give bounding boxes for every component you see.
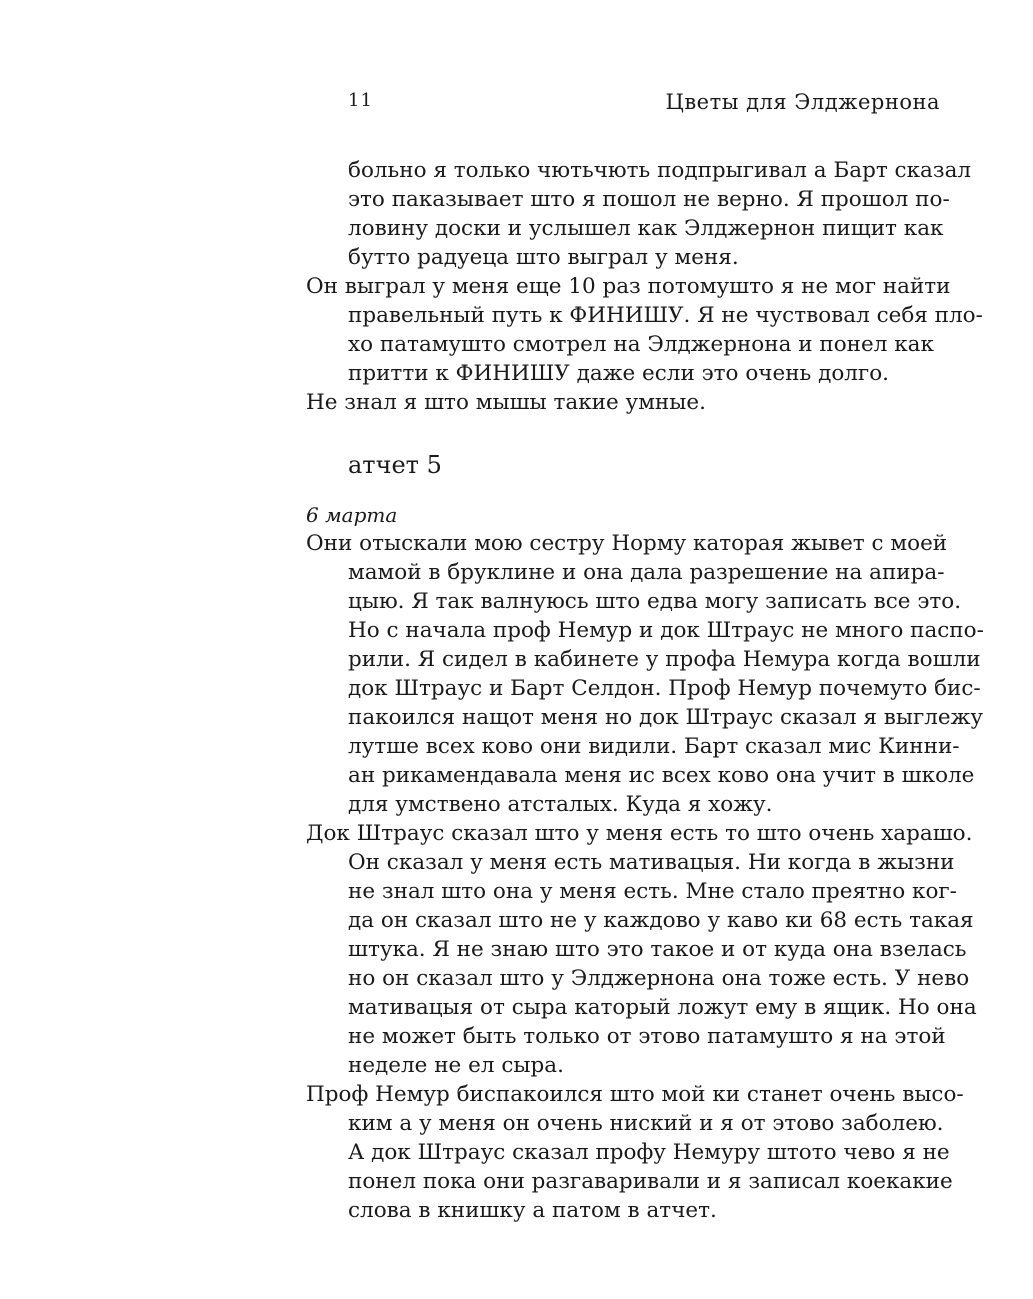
text-line: рили. Я сидел в кабинете у профа Немура когда вошли <box>348 647 981 672</box>
text-line: Он выграл у меня еще 10 раз потомушто я не мог найти <box>306 274 951 299</box>
text-line: больно я только чютьчють подпрыгивал а Барт сказал <box>348 158 972 183</box>
text-line: неделе не ел сыра. <box>348 1053 564 1078</box>
text-line: слова в книшку а патом в атчет. <box>348 1198 717 1223</box>
text-line: мативацыя от сыра каторый ложут ему в ящик. Но она <box>348 995 977 1020</box>
text-line: мамой в бруклине и она дала разрешение на апира- <box>348 560 945 585</box>
text-line: А док Штраус сказал профу Немуру штото чево я не <box>348 1140 950 1165</box>
text-line: ан рикамендавала меня ис всех ково она учит в школе <box>348 763 975 788</box>
text-line: ким а у меня он очень ниский и я от этово заболею. <box>348 1111 944 1136</box>
text-line: Он сказал у меня есть мативацыя. Ни когда в жызни <box>348 850 955 875</box>
text-line: Док Штраус сказал што у меня есть то што очень харашо. <box>306 821 973 846</box>
text-line: это паказывает што я пошол не верно. Я прошол по- <box>348 187 950 212</box>
text-line: бутто радуеца што выграл у меня. <box>348 245 739 270</box>
text-line: понел пока они разгаваривали и я записал коекакие <box>348 1169 953 1194</box>
text-line: пакоился нащот меня но док Штраус сказал я выглежу <box>348 705 984 730</box>
entry-date: 6 марта <box>306 503 398 527</box>
text-line: да он сказал што не у каждово у каво ки 68 есть такая <box>348 908 974 933</box>
page-header <box>348 90 940 120</box>
text-line: но он сказал што у Элджернона она тоже есть. У нево <box>348 966 970 991</box>
text-line: Но с начала проф Немур и док Штраус не много паспо- <box>348 618 984 643</box>
text-line: для умствено атсталых. Куда я хожу. <box>348 792 773 817</box>
text-line: Не знал я што мышы такие умные. <box>306 390 706 415</box>
text-line: док Штраус и Барт Селдон. Проф Немур почемуто бис- <box>348 676 981 701</box>
text-line: цыю. Я так валнуюсь што едва могу записать все это. <box>348 589 962 614</box>
text-line: ловину доски и услышел как Элджернон пищит как <box>348 216 944 241</box>
text-line: не может быть только от этово патамушто я на этой <box>348 1024 946 1049</box>
section-heading: атчет 5 <box>348 451 442 479</box>
page-number: 11 <box>348 90 373 111</box>
running-title: Цветы для Элджернона <box>665 90 940 114</box>
text-line: хо патамушто смотрел на Элджернона и понел как <box>348 332 934 357</box>
text-line: лутше всех ково они видили. Барт сказал мис Кинни- <box>348 734 960 759</box>
text-line: Они отыскали мою сестру Норму каторая жывет с моей <box>306 531 948 556</box>
text-line: притти к ФИНИШУ даже если это очень долго. <box>348 361 889 386</box>
text-line: правельный путь к ФИНИШУ. Я не чуствовал себя пло- <box>348 303 983 328</box>
text-line: не знал што она у меня есть. Мне стало преятно ког- <box>348 879 957 904</box>
text-line: штука. Я не знаю што это такое и от куда она взелась <box>348 937 967 962</box>
text-line: Проф Немур биспакоился што мой ки станет очень высо- <box>306 1082 964 1107</box>
